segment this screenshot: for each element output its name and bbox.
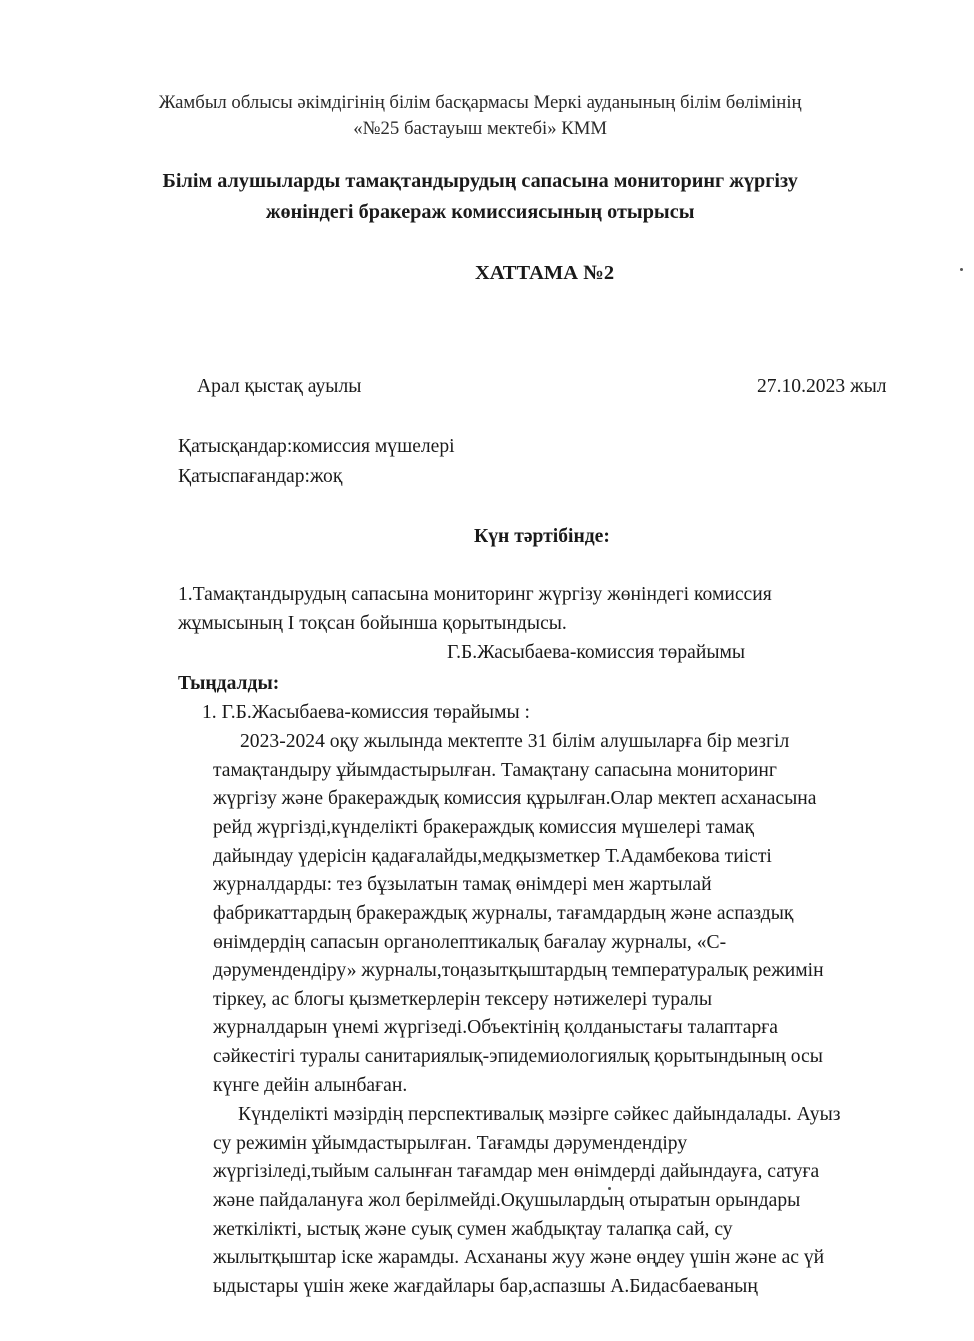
agenda-line-2: жұмысының I тоқсан бойынша қорытындысы. [178,613,567,634]
paragraph-1-line: рейд жүргізді,күнделікті бракераждық комиссия мүшелері тамақ [213,817,754,838]
scan-speck [960,268,963,271]
paragraph-1-line: өнімдердің сапасын органолептикалық бағалау журналы, «С- [213,932,727,953]
paragraph-1-line: жүргізу және бракераждық комиссия құрылған.Олар мектеп асханасына [213,788,817,809]
absent-text: Қатыспағандар:жоқ [178,466,343,487]
paragraph-2-line: және пайдалануға жол берілмейді.Оқушылардың отыратын орындары [213,1190,801,1211]
paragraph-1-line: дайындау үдерісін қадағалайды,медқызметкер Т.Адамбекова тиісті [213,846,772,867]
paragraph-1-line: 2023-2024 оқу жылында мектепте 31 білім алушыларға бір мезгіл [240,731,790,752]
paragraph-2-line: Күнделікті мәзірдің перспективалық мәзірге сәйкес дайындалады. Ауыз [238,1104,841,1125]
paragraph-1-line: тіркеу, ас блогы қызметкерлерін тексеру нәтижелері туралы [213,989,712,1010]
date-text: 27.10.2023 жыл [757,376,887,397]
paragraph-2-line: су режимін ұйымдастырылған. Тағамды дәрумендендіру [213,1133,688,1154]
paragraph-2-line: жылытқыштар іске жарамды. Асхананы жуу және өңдеу үшін және ас үй [213,1247,825,1268]
attended-text: Қатысқандар:комиссия мүшелері [178,436,455,457]
place-text: Арал қыстақ ауылы [197,376,362,397]
paragraph-1-line: сәйкестігі туралы санитариялық-эпидемиологиялық қорытындының осы [213,1046,823,1067]
paragraph-1-line: журналдарын үнемі жүргізеді.Объектінің қолданыстағы талаптарға [213,1017,778,1038]
heard-item: 1. Г.Б.Жасыбаева-комиссия төрайымы : [202,702,530,723]
agenda-line-1: 1.Тамақтандырудың сапасына мониторинг жүргізу жөніндегі комиссия [178,584,772,605]
agenda-heading: Күн тәртібінде: [474,526,610,547]
paragraph-2-line: жүргізіледі,тыйым салынған тағамдар мен өнімдерді дайындауға, сатуға [213,1161,820,1182]
agenda-speaker: Г.Б.Жасыбаева-комиссия төрайымы [447,642,746,663]
title-line-2: жөніндегі бракераж комиссиясының отырысы [265,201,695,223]
protocol-title: ХАТТАМА №2 [475,262,615,284]
header-line-1: Жамбыл облысы әкімдігінің білім басқармасы Меркі ауданының білім бөлімінің [158,92,802,113]
paragraph-1-line: дәрумендендіру» журналы,тоңазытқыштардың температуралық режимін [213,960,824,981]
paragraph-2-line: ыдыстары үшін жеке жағдайлары бар,аспазшы А.Бидасбаеваның [213,1276,758,1297]
scan-speck [608,1187,611,1190]
paragraph-2-line: жеткілікті, ыстық және суық сумен жабдықтау талапқа сай, су [213,1219,733,1240]
paragraph-1-line: журналдарды: тез бұзылатын тамақ өнімдері мен жартылай [213,874,712,895]
heard-heading: Тыңдалды: [178,673,280,694]
title-line-1: Білім алушыларды тамақтандырудың сапасына мониторинг жүргізу [162,170,798,192]
paragraph-1-line: фабрикаттардың бракераждық журналы, тағамдардың және аспаздық [213,903,794,924]
header-line-2: «№25 бастауыш мектебі» КММ [353,118,608,139]
paragraph-1-line: күнге дейін алынбаған. [213,1075,408,1096]
paragraph-1-line: тамақтандыру ұйымдастырылған. Тамақтану сапасына мониторинг [213,760,777,781]
